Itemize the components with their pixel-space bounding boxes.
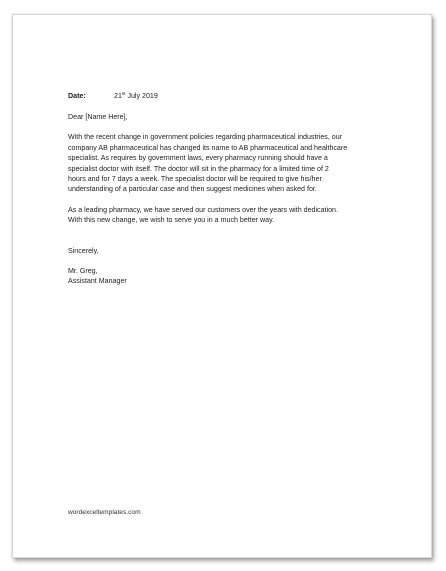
- date-value: 21st July 2019: [114, 91, 158, 100]
- signer-title: Assistant Manager: [68, 277, 127, 286]
- paragraph-line: hours and for 7 days a week. The specialist doctor will be required to give his/her: [68, 175, 322, 184]
- closing: Sincerely,: [68, 246, 99, 255]
- paragraph-line: company AB pharmaceutical has changed its name to AB pharmaceutical and healthcare: [68, 143, 348, 152]
- paragraph-line: understanding of a particular case and then suggest medicines when asked for.: [68, 185, 317, 194]
- paragraph-line: specialist. As requires by government laws, every pharmacy running should have a: [68, 154, 328, 163]
- paragraph-line: With the recent change in government policies regarding pharmaceutical industries, our: [68, 133, 343, 142]
- date-line: [68, 91, 370, 102]
- paragraph-line: With this new change, we wish to serve you in a much better way.: [68, 216, 275, 225]
- paragraph-line: specialist doctor with itself. The doctor will sit in the pharmacy for a limited time of 2: [68, 164, 329, 173]
- letter-body: [68, 91, 370, 287]
- footer-site: wordexceltemplates.com: [68, 509, 141, 516]
- date-label: Date:: [68, 92, 86, 100]
- paragraph-line: As a leading pharmacy, we have served our customers over the years with dedication.: [68, 205, 338, 214]
- signer-name: Mr. Greg,: [68, 267, 98, 276]
- paragraph-1: [68, 132, 370, 194]
- salutation: Dear [Name Here],: [68, 113, 128, 121]
- paragraph-2: [68, 205, 370, 226]
